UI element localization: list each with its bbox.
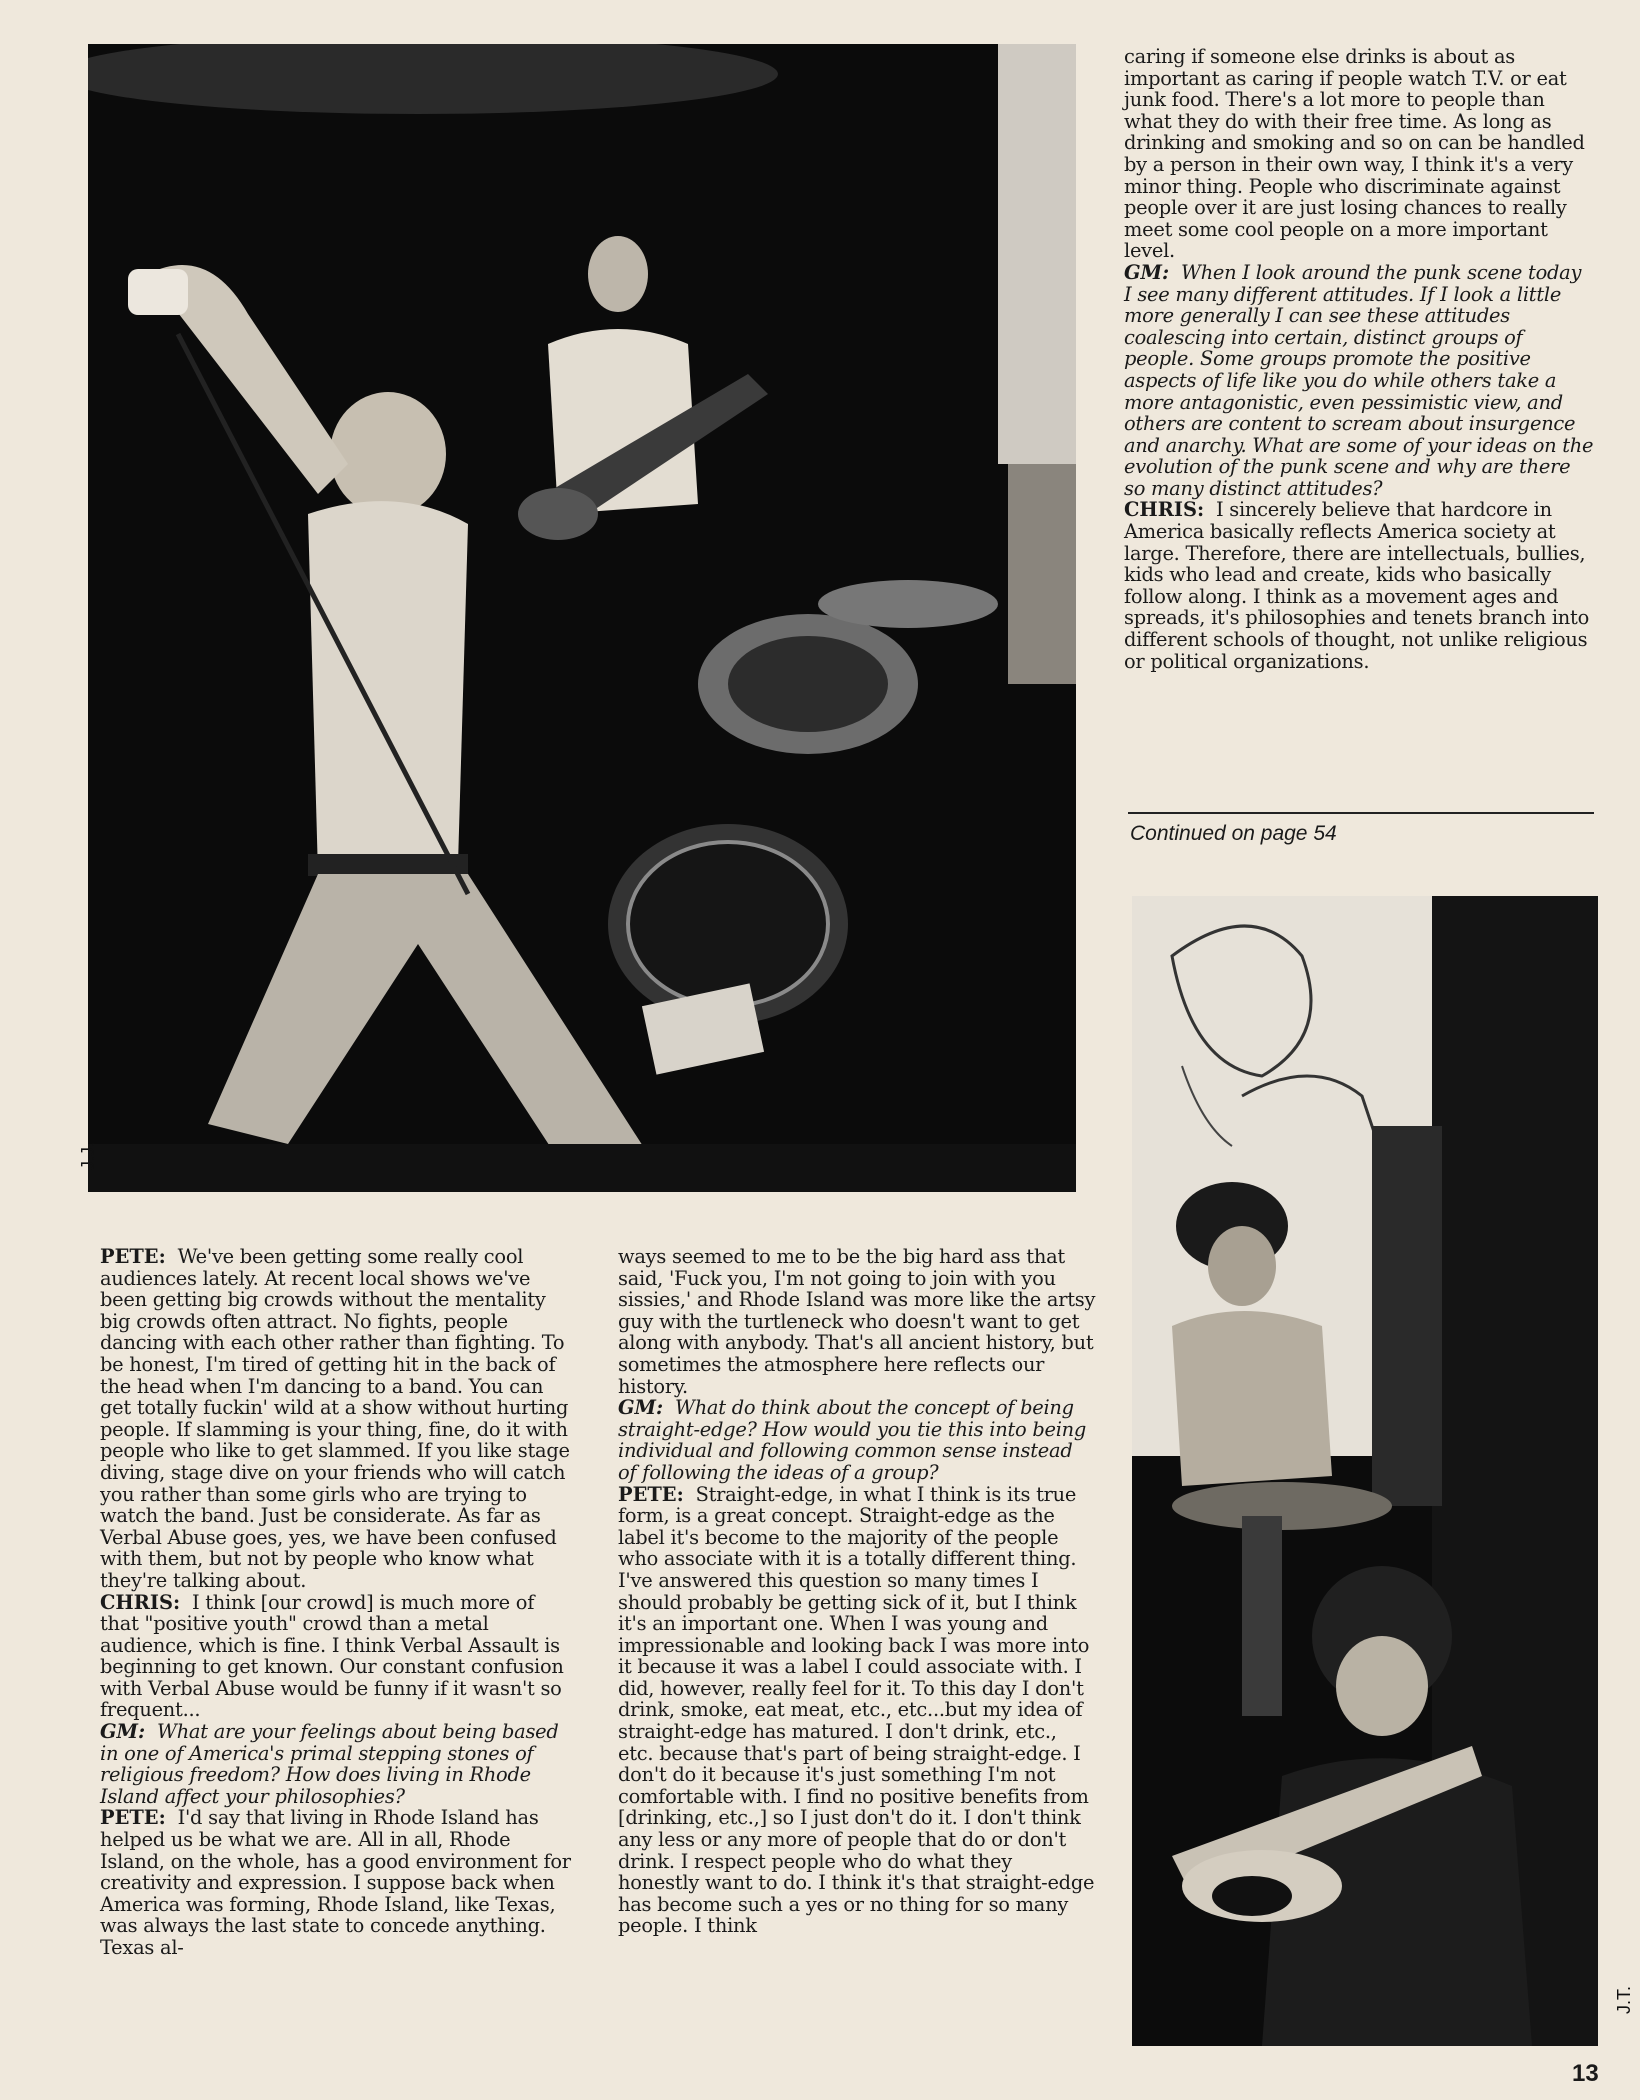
interview-question: What are your feelings about being based in one of America's primal stepping stones of religious freedom? How does living in Rhode Island affect your philosophies?: [100, 1720, 559, 1808]
speaker-label: PETE:: [618, 1482, 684, 1506]
article-paragraph: [100, 1592, 578, 1722]
speaker-label: PETE:: [100, 1245, 166, 1268]
speaker-label: PETE:: [100, 1806, 166, 1830]
article-paragraph: [100, 1807, 578, 1958]
page-number: 13: [1572, 2060, 1599, 2087]
interview-answer: ways seemed to me to be the big hard ass that said, 'Fuck you, I'm not going to join with you sissies,' and Rhode Island was more like the artsy guy with the turtleneck who doesn't want to get along with anybody. That's all ancient history, but sometimes the atmosphere here reflects our history.: [618, 1245, 1096, 1398]
speaker-label: CHRIS:: [100, 1590, 181, 1614]
article-paragraph: [618, 1397, 1096, 1483]
article-paragraph: [618, 1246, 1096, 1397]
section-divider: [1128, 812, 1594, 814]
speaker-label: GM:: [1124, 260, 1170, 284]
speaker-label: GM:: [618, 1396, 664, 1420]
band-photo: [1132, 896, 1598, 2046]
band-photo-illustration: [1132, 896, 1598, 2046]
interview-answer: I sincerely believe that hardcore in America basically reflects America society at large. Therefore, there are intellectuals, bullies, kids who lead and create, kids who basically follow along. I think as a movement ages and spreads, it's philosophies and tenets branch into different schools of thought, not unlike religious or political organizations.: [1124, 498, 1590, 673]
article-paragraph: [618, 1484, 1096, 1937]
concert-photo: [88, 44, 1076, 1192]
interview-question: When I look around the punk scene today I see many different attitudes. If I look a little more generally I can see these attitudes coalescing into certain, distinct groups of people. Some groups promote the positive aspects of life like you do while others take a more antagonistic, even pessimistic view, and others are content to scream about insurgence and anarchy. What are some of your ideas on the evolution of the punk scene and why are there so many distinct attitudes?: [1124, 260, 1594, 500]
interview-answer: I think [our crowd] is much more of that "positive youth" crowd than a metal audience, which is fine. I think Verbal Assault is beginning to get known. Our constant confusion with Verbal Abuse would be funny if it wasn't so frequent...: [100, 1590, 564, 1722]
article-paragraph: [1124, 499, 1594, 672]
interview-answer: We've been getting some really cool audiences lately. At recent local shows we've been getting big crowds without the mentality big crowds often attract. No fights, people dancing with each other rather than fighting. To be honest, I'm tired of getting hit in the back of the head when I'm dancing to a band. You can get totally fuckin' wild at a show without hurting people. If slamming is your thing, fine, do it with people who like to get slammed. If you like stage diving, stage dive on your friends who will catch you rather than some girls who are trying to watch the band. Just be considerate. As far as Verbal Abuse goes, yes, we have been confused with them, but not by people who know what they're talking about.: [100, 1245, 570, 1592]
concert-photo-illustration: [88, 44, 1076, 1192]
article-column-right: [1124, 46, 1594, 672]
continued-note: Continued on page 54: [1130, 822, 1337, 845]
article-column-left: [100, 1246, 578, 1959]
interview-answer: I'd say that living in Rhode Island has helped us be what we are. All in all, Rhode Island, on the whole, has a good environment for creativity and expression. I suppose back when America was forming, Rhode Island, like Texas, was always the last state to concede anything. Texas al-: [100, 1806, 571, 1959]
article-paragraph: [1124, 46, 1594, 262]
article-column-middle: [618, 1246, 1096, 1937]
photo-credit-main: J.J.: [78, 1141, 98, 1170]
speaker-label: GM:: [100, 1720, 146, 1744]
photo-credit-small: J.T.: [1614, 1985, 1634, 2014]
interview-answer: caring if someone else drinks is about as important as caring if people watch T.V. or eat junk food. There's a lot more to people than what they do with their free time. As long as drinking and smoking and so on can be handled by a person in their own way, I think it's a very minor thing. People who discriminate against people over it are just losing chances to really meet some cool people on a more important level.: [1124, 45, 1585, 263]
interview-answer: Straight-edge, in what I think is its true form, is a great concept. Straight-edge as the label it's become to the majority of the people who associate with it is a totally different thing. I've answered this question so many times I should probably be getting sick of it, but I think it's an important one. When I was young and impressionable and looking back I was more into it because it was a label I could associate with. I did, however, really feel for it. To this day I don't drink, smoke, eat meat, etc., etc...but my idea of straight-edge has matured. I don't drink, etc., etc. because that's part of being straight-edge. I don't do it because it's just something I'm not comfortable with. I find no positive benefits from [drinking, etc.,] so I just don't do it. I don't think any less or any more of people that do or don't drink. I respect people who do what they honestly want to do. I think it's that straight-edge has become such a yes or no thing for so many people. I think: [618, 1482, 1095, 1938]
article-paragraph: [100, 1721, 578, 1807]
article-paragraph: [100, 1246, 578, 1592]
article-paragraph: [1124, 262, 1594, 500]
interview-question: What do think about the concept of being straight-edge? How would you tie this into being individual and following common sense instead of following the ideas of a group?: [618, 1396, 1087, 1484]
speaker-label: CHRIS:: [1124, 498, 1205, 522]
